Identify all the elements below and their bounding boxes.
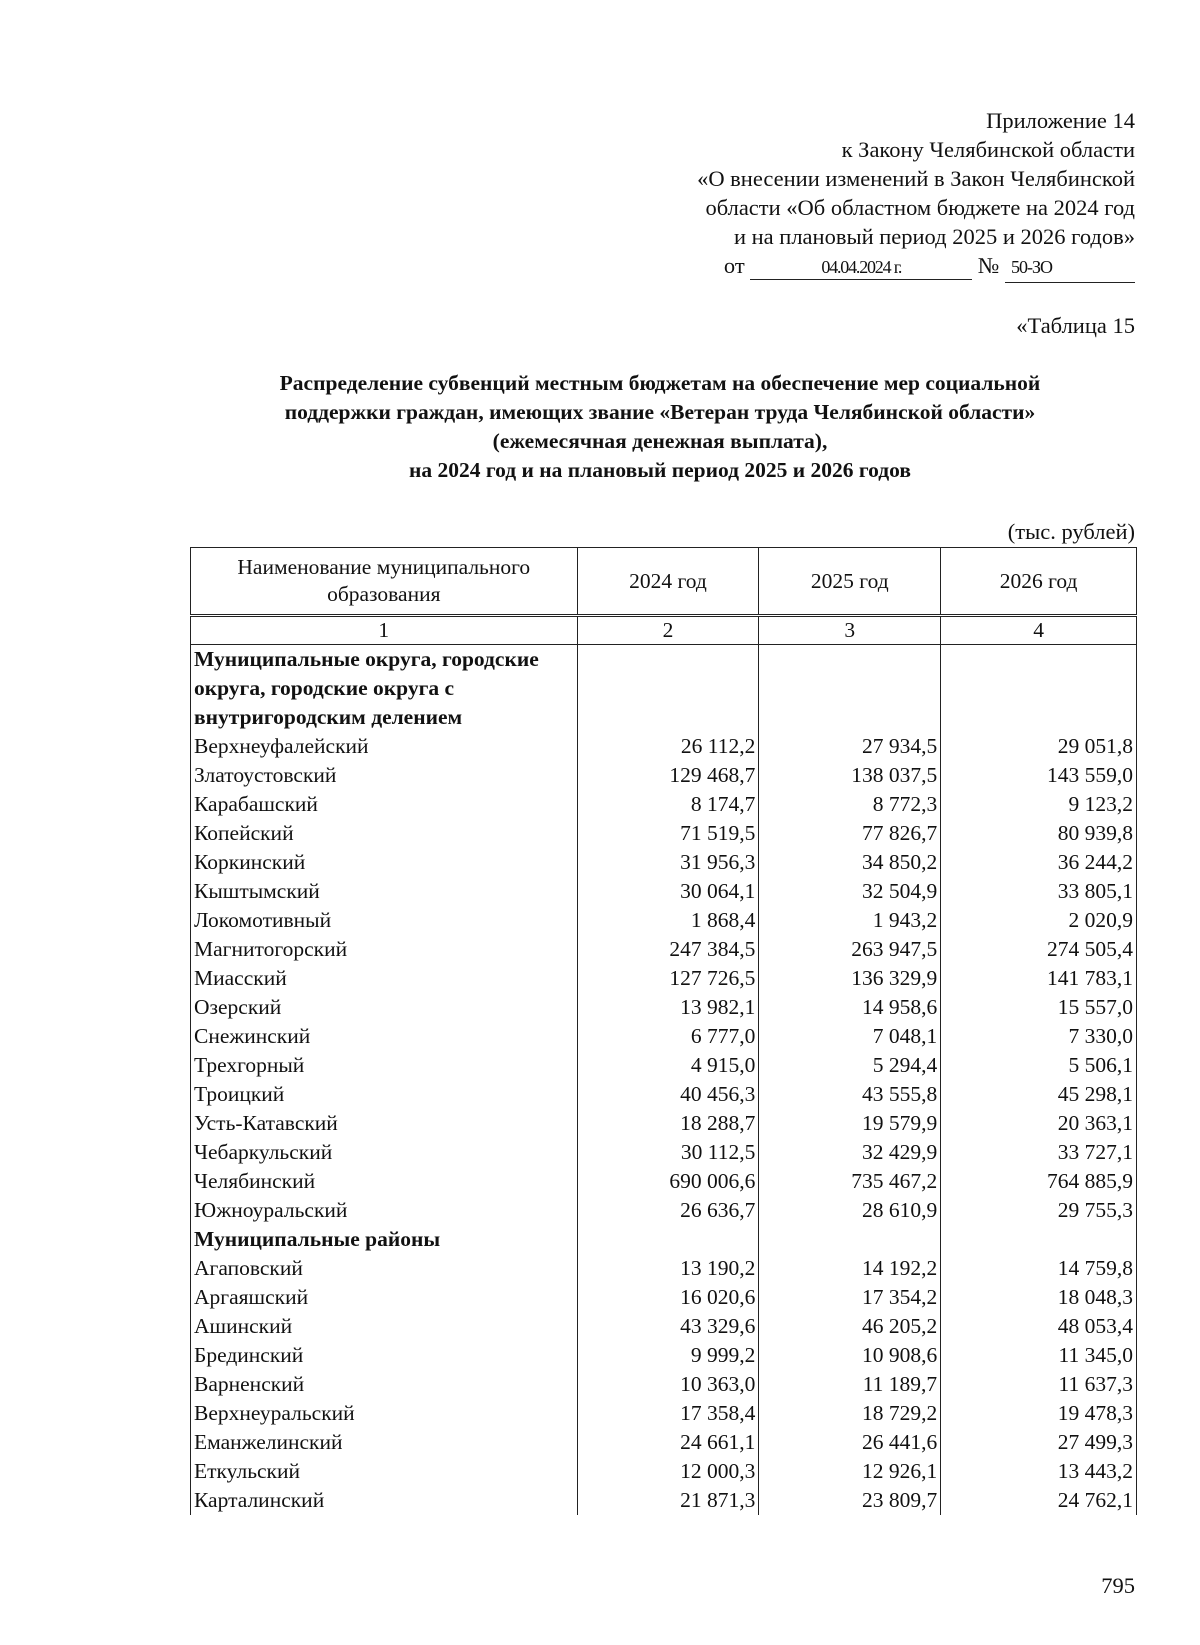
municipality-name: Еткульский bbox=[191, 1457, 578, 1486]
number-value: 50-ЗО bbox=[1005, 253, 1135, 283]
table-row bbox=[191, 1283, 1137, 1312]
value-2026: 2 020,9 bbox=[941, 906, 1137, 935]
value-2026: 13 443,2 bbox=[941, 1457, 1137, 1486]
table-row bbox=[191, 1428, 1137, 1457]
value-2026: 27 499,3 bbox=[941, 1428, 1137, 1457]
value-2024: 127 726,5 bbox=[577, 964, 759, 993]
value-2026: 143 559,0 bbox=[941, 761, 1137, 790]
value-2026: 36 244,2 bbox=[941, 848, 1137, 877]
empty-cell bbox=[577, 645, 759, 733]
table-row bbox=[191, 761, 1137, 790]
value-2024: 17 358,4 bbox=[577, 1399, 759, 1428]
value-2025: 14 192,2 bbox=[759, 1254, 941, 1283]
value-2026: 274 505,4 bbox=[941, 935, 1137, 964]
table-row bbox=[191, 1109, 1137, 1138]
value-2024: 129 468,7 bbox=[577, 761, 759, 790]
value-2026: 80 939,8 bbox=[941, 819, 1137, 848]
number-prefix: № bbox=[977, 253, 1000, 278]
value-2024: 30 112,5 bbox=[577, 1138, 759, 1167]
section-title: Муниципальные районы bbox=[191, 1225, 578, 1254]
value-2025: 12 926,1 bbox=[759, 1457, 941, 1486]
value-2026: 9 123,2 bbox=[941, 790, 1137, 819]
value-2025: 11 189,7 bbox=[759, 1370, 941, 1399]
value-2025: 32 429,9 bbox=[759, 1138, 941, 1167]
value-2026: 19 478,3 bbox=[941, 1399, 1137, 1428]
municipality-name: Усть-Катавский bbox=[191, 1109, 578, 1138]
table-row bbox=[191, 964, 1137, 993]
municipality-name: Троицкий bbox=[191, 1080, 578, 1109]
value-2024: 18 288,7 bbox=[577, 1109, 759, 1138]
empty-cell bbox=[759, 1225, 941, 1254]
table-label: «Таблица 15 bbox=[1016, 313, 1135, 338]
municipality-name: Южноуральский bbox=[191, 1196, 578, 1225]
value-2025: 1 943,2 bbox=[759, 906, 941, 935]
value-2025: 17 354,2 bbox=[759, 1283, 941, 1312]
value-2026: 33 727,1 bbox=[941, 1138, 1137, 1167]
empty-cell bbox=[759, 645, 941, 733]
value-2025: 18 729,2 bbox=[759, 1399, 941, 1428]
signature-line bbox=[697, 251, 1135, 283]
value-2026: 33 805,1 bbox=[941, 877, 1137, 906]
value-2026: 29 755,3 bbox=[941, 1196, 1137, 1225]
value-2026: 24 762,1 bbox=[941, 1486, 1137, 1515]
appendix-line: области «Об областном бюджете на 2024 год bbox=[705, 195, 1135, 220]
value-2024: 8 174,7 bbox=[577, 790, 759, 819]
municipality-name: Еманжелинский bbox=[191, 1428, 578, 1457]
municipality-name: Варненский bbox=[191, 1370, 578, 1399]
value-2024: 9 999,2 bbox=[577, 1341, 759, 1370]
value-2026: 15 557,0 bbox=[941, 993, 1137, 1022]
value-2024: 13 190,2 bbox=[577, 1254, 759, 1283]
header-municipality: Наименование муниципального образования bbox=[191, 548, 578, 616]
municipality-name: Верхнеуфалейский bbox=[191, 732, 578, 761]
table-row bbox=[191, 1486, 1137, 1515]
value-2025: 735 467,2 bbox=[759, 1167, 941, 1196]
appendix-line: к Закону Челябинской области bbox=[841, 137, 1135, 162]
value-2025: 263 947,5 bbox=[759, 935, 941, 964]
appendix-line: «О внесении изменений в Закон Челябинской bbox=[697, 166, 1135, 191]
municipality-name: Карталинский bbox=[191, 1486, 578, 1515]
municipality-name: Локомотивный bbox=[191, 906, 578, 935]
header-2026: 2026 год bbox=[941, 548, 1137, 616]
value-2024: 40 456,3 bbox=[577, 1080, 759, 1109]
value-2024: 71 519,5 bbox=[577, 819, 759, 848]
value-2025: 43 555,8 bbox=[759, 1080, 941, 1109]
table-row bbox=[191, 1022, 1137, 1051]
value-2025: 77 826,7 bbox=[759, 819, 941, 848]
table-row bbox=[191, 877, 1137, 906]
subventions-table bbox=[190, 547, 1137, 1515]
table-row bbox=[191, 1312, 1137, 1341]
value-2025: 23 809,7 bbox=[759, 1486, 941, 1515]
value-2025: 27 934,5 bbox=[759, 732, 941, 761]
value-2024: 1 868,4 bbox=[577, 906, 759, 935]
municipality-name: Озерский bbox=[191, 993, 578, 1022]
title-line: (ежемесячная денежная выплата), bbox=[492, 429, 828, 453]
table-row bbox=[191, 819, 1137, 848]
appendix-header bbox=[697, 106, 1135, 283]
empty-cell bbox=[577, 1225, 759, 1254]
table-row bbox=[191, 993, 1137, 1022]
title-line: Распределение субвенций местным бюджетам на обеспечение мер социальной bbox=[279, 371, 1041, 395]
value-2025: 5 294,4 bbox=[759, 1051, 941, 1080]
value-2025: 26 441,6 bbox=[759, 1428, 941, 1457]
municipality-name: Агаповский bbox=[191, 1254, 578, 1283]
title-line: на 2024 год и на плановый период 2025 и 2026 годов bbox=[409, 458, 911, 482]
table-row bbox=[191, 1399, 1137, 1428]
value-2026: 18 048,3 bbox=[941, 1283, 1137, 1312]
header-2025: 2025 год bbox=[759, 548, 941, 616]
table-row bbox=[191, 1196, 1137, 1225]
value-2024: 247 384,5 bbox=[577, 935, 759, 964]
value-2026: 14 759,8 bbox=[941, 1254, 1137, 1283]
table-row bbox=[191, 790, 1137, 819]
table-row bbox=[191, 935, 1137, 964]
municipality-name: Копейский bbox=[191, 819, 578, 848]
municipality-name: Златоустовский bbox=[191, 761, 578, 790]
value-2024: 10 363,0 bbox=[577, 1370, 759, 1399]
table-row bbox=[191, 1080, 1137, 1109]
value-2024: 26 112,2 bbox=[577, 732, 759, 761]
units-label: (тыс. рублей) bbox=[1007, 519, 1135, 544]
value-2024: 31 956,3 bbox=[577, 848, 759, 877]
value-2026: 11 637,3 bbox=[941, 1370, 1137, 1399]
municipality-name: Кыштымский bbox=[191, 877, 578, 906]
section-title: Муниципальные округа, городские округа, городские округа с внутригородским делением bbox=[191, 645, 578, 733]
column-number: 1 bbox=[191, 616, 578, 645]
value-2024: 690 006,6 bbox=[577, 1167, 759, 1196]
value-2026: 45 298,1 bbox=[941, 1080, 1137, 1109]
municipality-name: Верхнеуральский bbox=[191, 1399, 578, 1428]
value-2024: 4 915,0 bbox=[577, 1051, 759, 1080]
value-2025: 7 048,1 bbox=[759, 1022, 941, 1051]
value-2024: 24 661,1 bbox=[577, 1428, 759, 1457]
empty-cell bbox=[941, 645, 1137, 733]
document-title bbox=[180, 369, 1140, 485]
section-row bbox=[191, 645, 1137, 733]
table-header-row bbox=[191, 548, 1137, 616]
municipality-name: Снежинский bbox=[191, 1022, 578, 1051]
column-number-row bbox=[191, 616, 1137, 645]
value-2025: 46 205,2 bbox=[759, 1312, 941, 1341]
table-row bbox=[191, 1051, 1137, 1080]
value-2026: 20 363,1 bbox=[941, 1109, 1137, 1138]
appendix-line: и на плановый период 2025 и 2026 годов» bbox=[733, 224, 1135, 249]
value-2024: 6 777,0 bbox=[577, 1022, 759, 1051]
value-2026: 141 783,1 bbox=[941, 964, 1137, 993]
appendix-line: Приложение 14 bbox=[986, 108, 1135, 133]
page-number: 795 bbox=[1101, 1573, 1135, 1598]
table-row bbox=[191, 906, 1137, 935]
section-row bbox=[191, 1225, 1137, 1254]
value-2025: 8 772,3 bbox=[759, 790, 941, 819]
column-number: 2 bbox=[577, 616, 759, 645]
title-line: поддержки граждан, имеющих звание «Ветеран труда Челябинской области» bbox=[284, 400, 1036, 424]
municipality-name: Аргаяшский bbox=[191, 1283, 578, 1312]
value-2026: 7 330,0 bbox=[941, 1022, 1137, 1051]
value-2026: 5 506,1 bbox=[941, 1051, 1137, 1080]
value-2025: 138 037,5 bbox=[759, 761, 941, 790]
value-2025: 14 958,6 bbox=[759, 993, 941, 1022]
table-row bbox=[191, 1138, 1137, 1167]
value-2026: 29 051,8 bbox=[941, 732, 1137, 761]
value-2024: 30 064,1 bbox=[577, 877, 759, 906]
value-2024: 12 000,3 bbox=[577, 1457, 759, 1486]
value-2024: 16 020,6 bbox=[577, 1283, 759, 1312]
municipality-name: Трехгорный bbox=[191, 1051, 578, 1080]
table-row bbox=[191, 848, 1137, 877]
column-number: 4 bbox=[941, 616, 1137, 645]
value-2025: 28 610,9 bbox=[759, 1196, 941, 1225]
value-2025: 136 329,9 bbox=[759, 964, 941, 993]
value-2026: 11 345,0 bbox=[941, 1341, 1137, 1370]
table-row bbox=[191, 1254, 1137, 1283]
header-2024: 2024 год bbox=[577, 548, 759, 616]
table-row bbox=[191, 1457, 1137, 1486]
value-2026: 48 053,4 bbox=[941, 1312, 1137, 1341]
value-2025: 34 850,2 bbox=[759, 848, 941, 877]
municipality-name: Карабашский bbox=[191, 790, 578, 819]
table-row bbox=[191, 1370, 1137, 1399]
municipality-name: Чебаркульский bbox=[191, 1138, 578, 1167]
table-body bbox=[191, 645, 1137, 1516]
municipality-name: Коркинский bbox=[191, 848, 578, 877]
column-number: 3 bbox=[759, 616, 941, 645]
value-2024: 26 636,7 bbox=[577, 1196, 759, 1225]
municipality-name: Миасский bbox=[191, 964, 578, 993]
municipality-name: Ашинский bbox=[191, 1312, 578, 1341]
table-row bbox=[191, 732, 1137, 761]
value-2026: 764 885,9 bbox=[941, 1167, 1137, 1196]
value-2025: 10 908,6 bbox=[759, 1341, 941, 1370]
value-2025: 32 504,9 bbox=[759, 877, 941, 906]
date-prefix: от bbox=[723, 253, 745, 278]
municipality-name: Брединский bbox=[191, 1341, 578, 1370]
value-2024: 13 982,1 bbox=[577, 993, 759, 1022]
municipality-name: Магнитогорский bbox=[191, 935, 578, 964]
table-row bbox=[191, 1341, 1137, 1370]
value-2025: 19 579,9 bbox=[759, 1109, 941, 1138]
table-row bbox=[191, 1167, 1137, 1196]
empty-cell bbox=[941, 1225, 1137, 1254]
value-2024: 43 329,6 bbox=[577, 1312, 759, 1341]
value-2024: 21 871,3 bbox=[577, 1486, 759, 1515]
date-value: 04.04.2024 г. bbox=[750, 255, 972, 280]
municipality-name: Челябинский bbox=[191, 1167, 578, 1196]
